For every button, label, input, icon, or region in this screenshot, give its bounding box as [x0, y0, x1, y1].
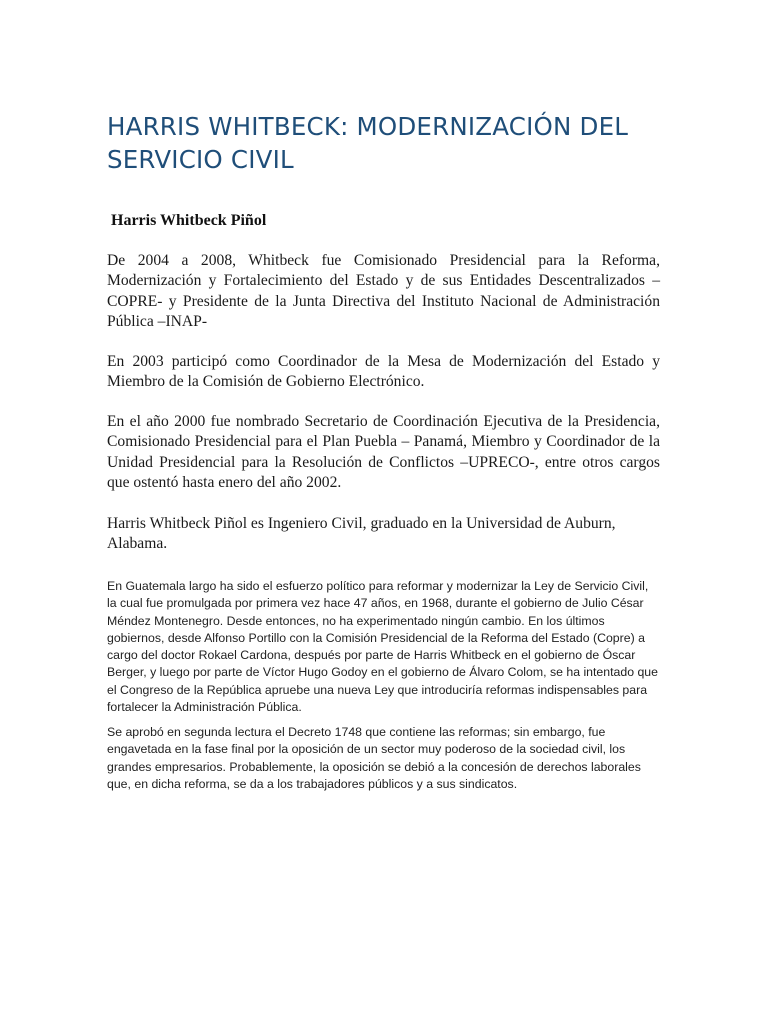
document-title: HARRIS WHITBECK: MODERNIZACIÓN DEL SERVICIO CIVIL	[107, 112, 629, 174]
bio-paragraph-3-block	[107, 412, 660, 493]
body-paragraph-1-block	[107, 578, 660, 716]
bio-paragraph-4-block	[107, 514, 660, 555]
bio-paragraph-1-block	[107, 251, 660, 332]
bio-paragraph-2-block	[107, 352, 660, 393]
bio-paragraph: Harris Whitbeck Piñol es Ingeniero Civil, graduado en la Universidad de Auburn, Alabama.	[107, 515, 616, 553]
bio-paragraph: De 2004 a 2008, Whitbeck fue Comisionado Presidencial para la Reforma, Modernización y Fortalecimiento del Estado y de sus Entidades Descentralizados –COPRE- y Presidente de la Junta Directiva del Instituto Nacional de Administración Pública –INAP-	[107, 252, 660, 330]
body-paragraph-2-block	[107, 724, 660, 793]
author-name: Harris Whitbeck Piñol	[111, 212, 267, 229]
bio-paragraph: En el año 2000 fue nombrado Secretario de Coordinación Ejecutiva de la Presidencia, Comisionado Presidencial para el Plan Puebla – Panamá, Miembro y Coordinador de la Unidad Presidencial para la Resolución de Conflictos –UPRECO-, entre otros cargos que ostentó hasta enero del año 2002.	[107, 413, 660, 491]
body-paragraph: En Guatemala largo ha sido el esfuerzo político para reformar y modernizar la Ley de Servicio Civil, la cual fue promulgada por primera vez hace 47 años, en 1968, durante el gobierno de Julio César Méndez Montenegro. Desde entonces, no ha experimentado ningún cambio. En los últimos gobiernos, desde Alfonso Portillo con la Comisión Presidencial de la Reforma del Estado (Copre) a cargo del doctor Rokael Cardona, después por parte de Harris Whitbeck en el gobierno de Óscar Berger, y luego por parte de Víctor Hugo Godoy en el gobierno de Álvaro Colom, se ha intentado que el Congreso de la República apruebe una nueva Ley que introduciría reformas indispensables para fortalecer la Administración Pública.	[107, 579, 658, 715]
bio-paragraph: En 2003 participó como Coordinador de la Mesa de Modernización del Estado y Miembro de la Comisión de Gobierno Electrónico.	[107, 353, 660, 391]
body-paragraph: Se aprobó en segunda lectura el Decreto 1748 que contiene las reformas; sin embargo, fue engavetada en la fase final por la oposición de un sector muy poderoso de la sociedad civil, los grandes empresarios. Probablemente, la oposición se debió a la concesión de derechos laborales que, en dicha reforma, se da a los trabajadores públicos y a sus sindicatos.	[107, 725, 641, 791]
